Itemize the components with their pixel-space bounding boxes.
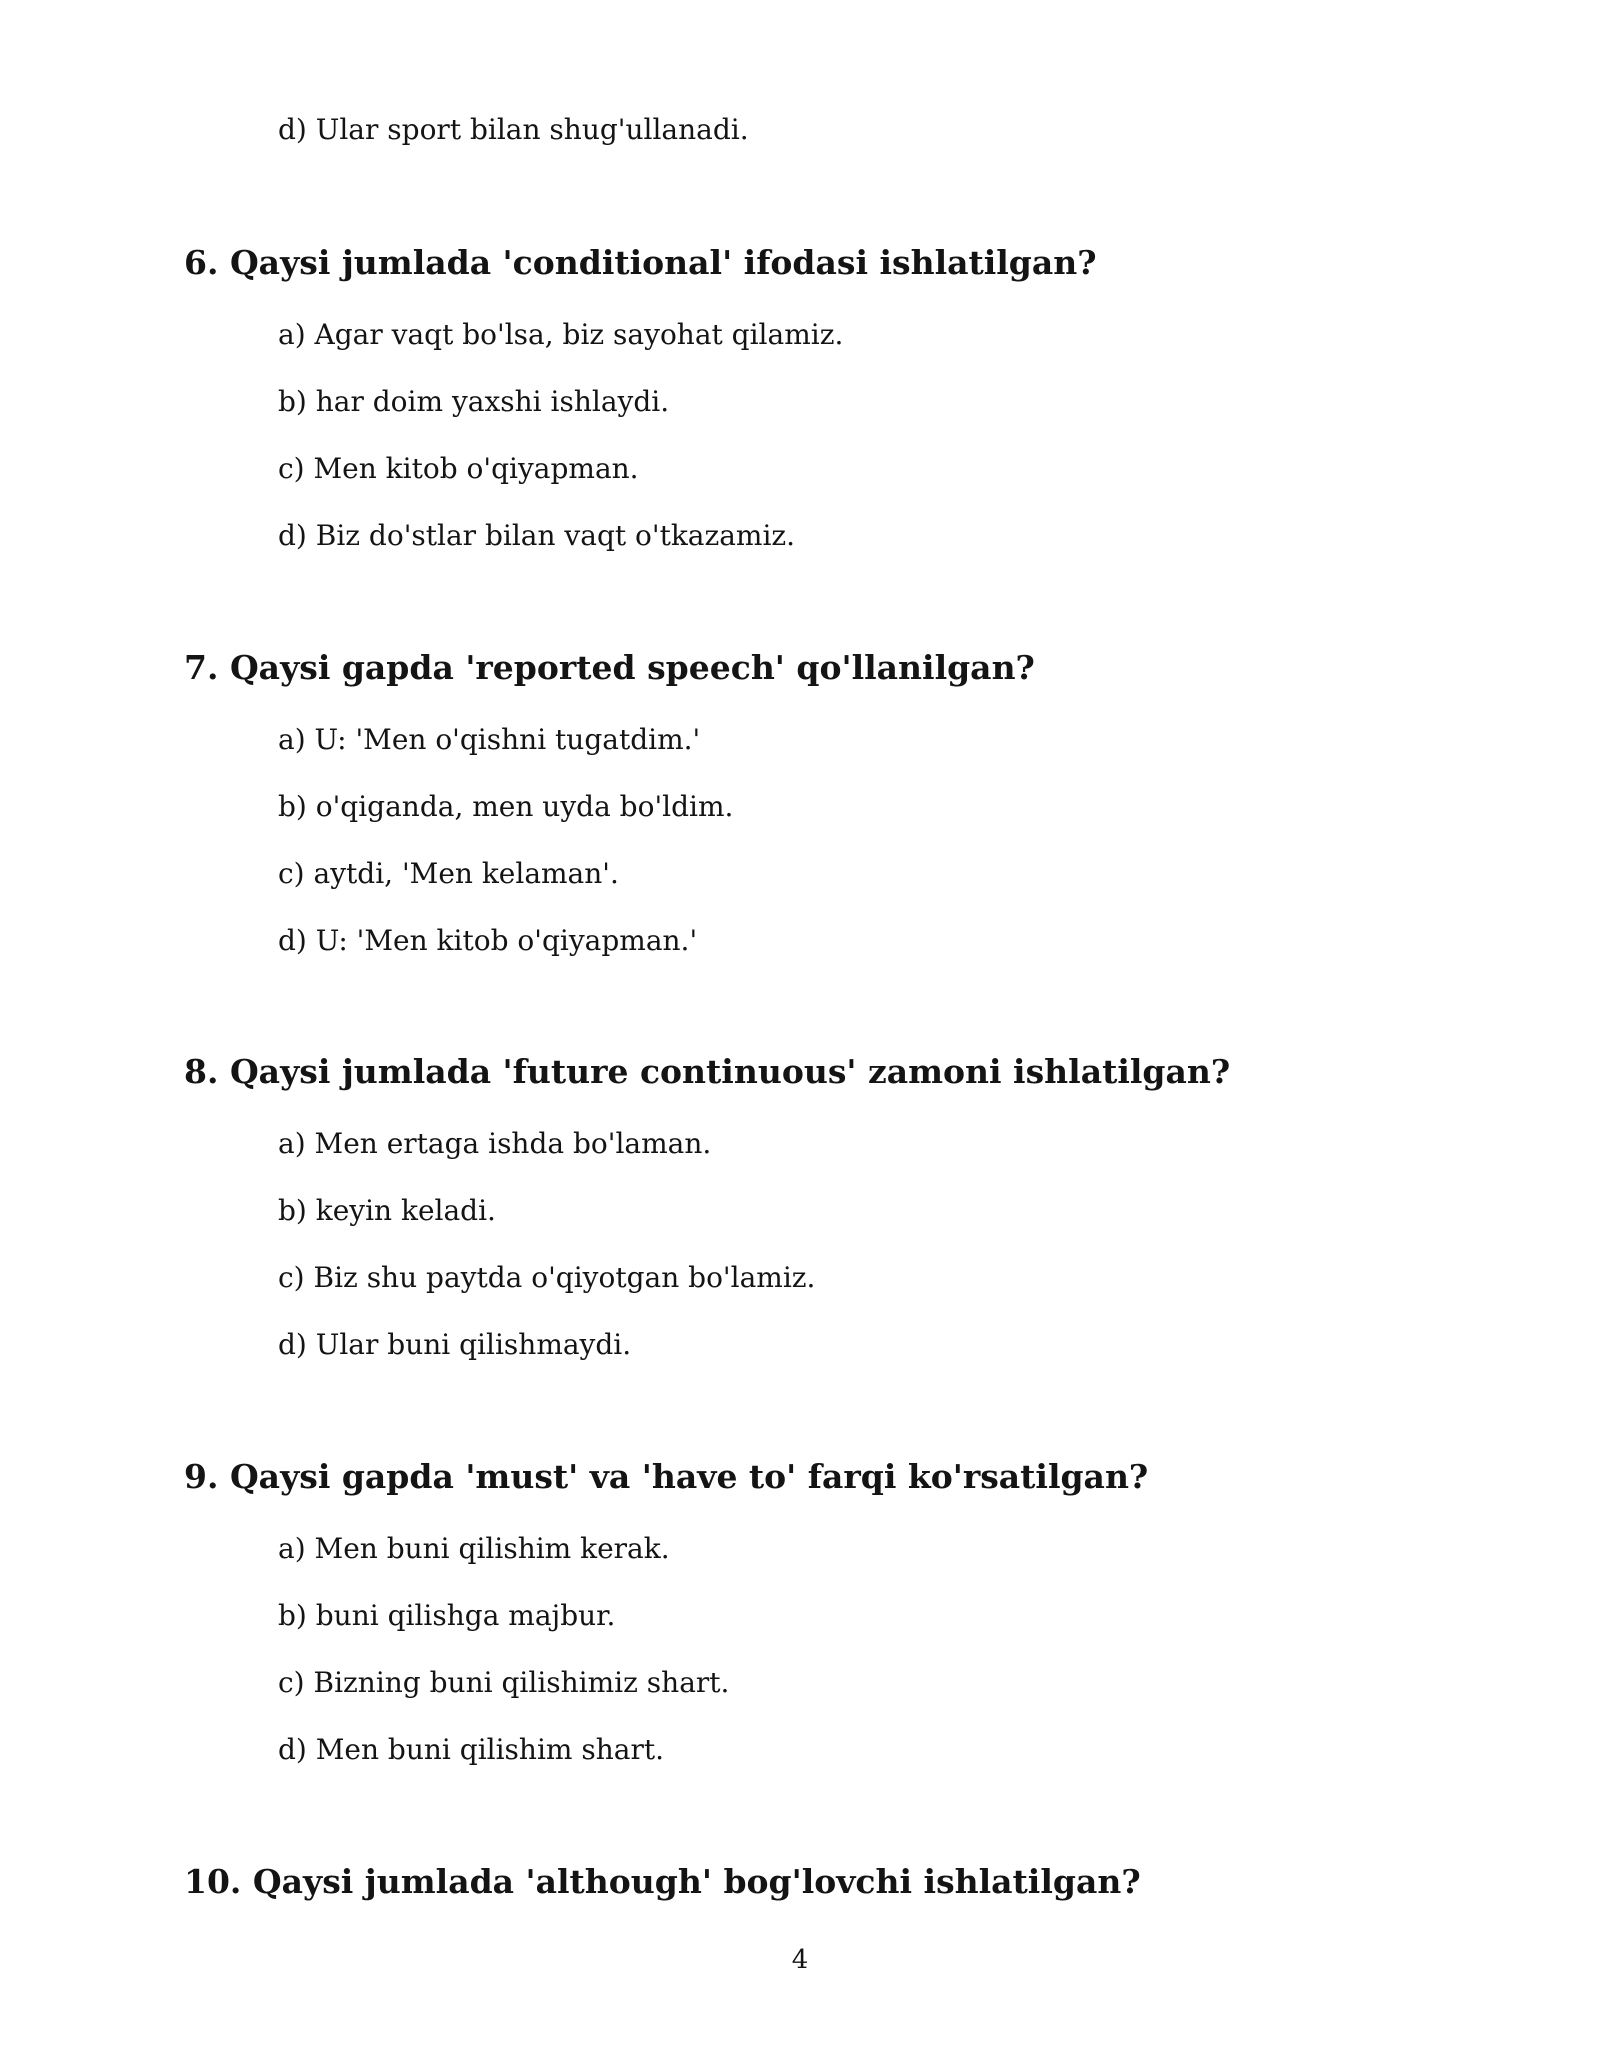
leading-option-text: d) Ular sport bilan shug'ullanadi. [278, 113, 749, 146]
question-9-option-c: c) Bizning buni qilishimiz shart. [278, 1666, 730, 1699]
question-7-option-d: d) U: 'Men kitob o'qiyapman.' [278, 924, 698, 957]
question-6-option-c: c) Men kitob o'qiyapman. [278, 452, 639, 485]
question-7-option-a: a) U: 'Men o'qishni tugatdim.' [278, 723, 701, 756]
question-6-option-a: a) Agar vaqt bo'lsa, biz sayohat qilamiz. [278, 318, 844, 351]
question-9-option-a: a) Men buni qilishim kerak. [278, 1532, 670, 1565]
question-9-option-d: d) Men buni qilishim shart. [278, 1733, 664, 1766]
question-6-option-b: b) har doim yaxshi ishlaydi. [278, 385, 670, 418]
question-8-option-d: d) Ular buni qilishmaydi. [278, 1328, 632, 1361]
question-7-option-b: b) o'qiganda, men uyda bo'ldim. [278, 790, 734, 823]
question-8-option-c: c) Biz shu paytda o'qiyotgan bo'lamiz. [278, 1261, 816, 1294]
question-9-option-b: b) buni qilishga majbur. [278, 1599, 616, 1632]
question-8-title: 8. Qaysi jumlada 'future continuous' zamoni ishlatilgan? [184, 1052, 1231, 1091]
question-8-option-a: a) Men ertaga ishda bo'laman. [278, 1127, 712, 1160]
question-7-title: 7. Qaysi gapda 'reported speech' qo'llanilgan? [184, 648, 1035, 687]
question-7-option-c: c) aytdi, 'Men kelaman'. [278, 857, 619, 890]
question-9-title: 9. Qaysi gapda 'must' va 'have to' farqi ko'rsatilgan? [184, 1457, 1149, 1496]
question-6-title: 6. Qaysi jumlada 'conditional' ifodasi ishlatilgan? [184, 243, 1097, 282]
page-number: 4 [791, 1945, 809, 1975]
question-6-option-d: d) Biz do'stlar bilan vaqt o'tkazamiz. [278, 519, 796, 552]
question-8-option-b: b) keyin keladi. [278, 1194, 496, 1227]
question-10-title: 10. Qaysi jumlada 'although' bog'lovchi ishlatilgan? [184, 1862, 1141, 1901]
